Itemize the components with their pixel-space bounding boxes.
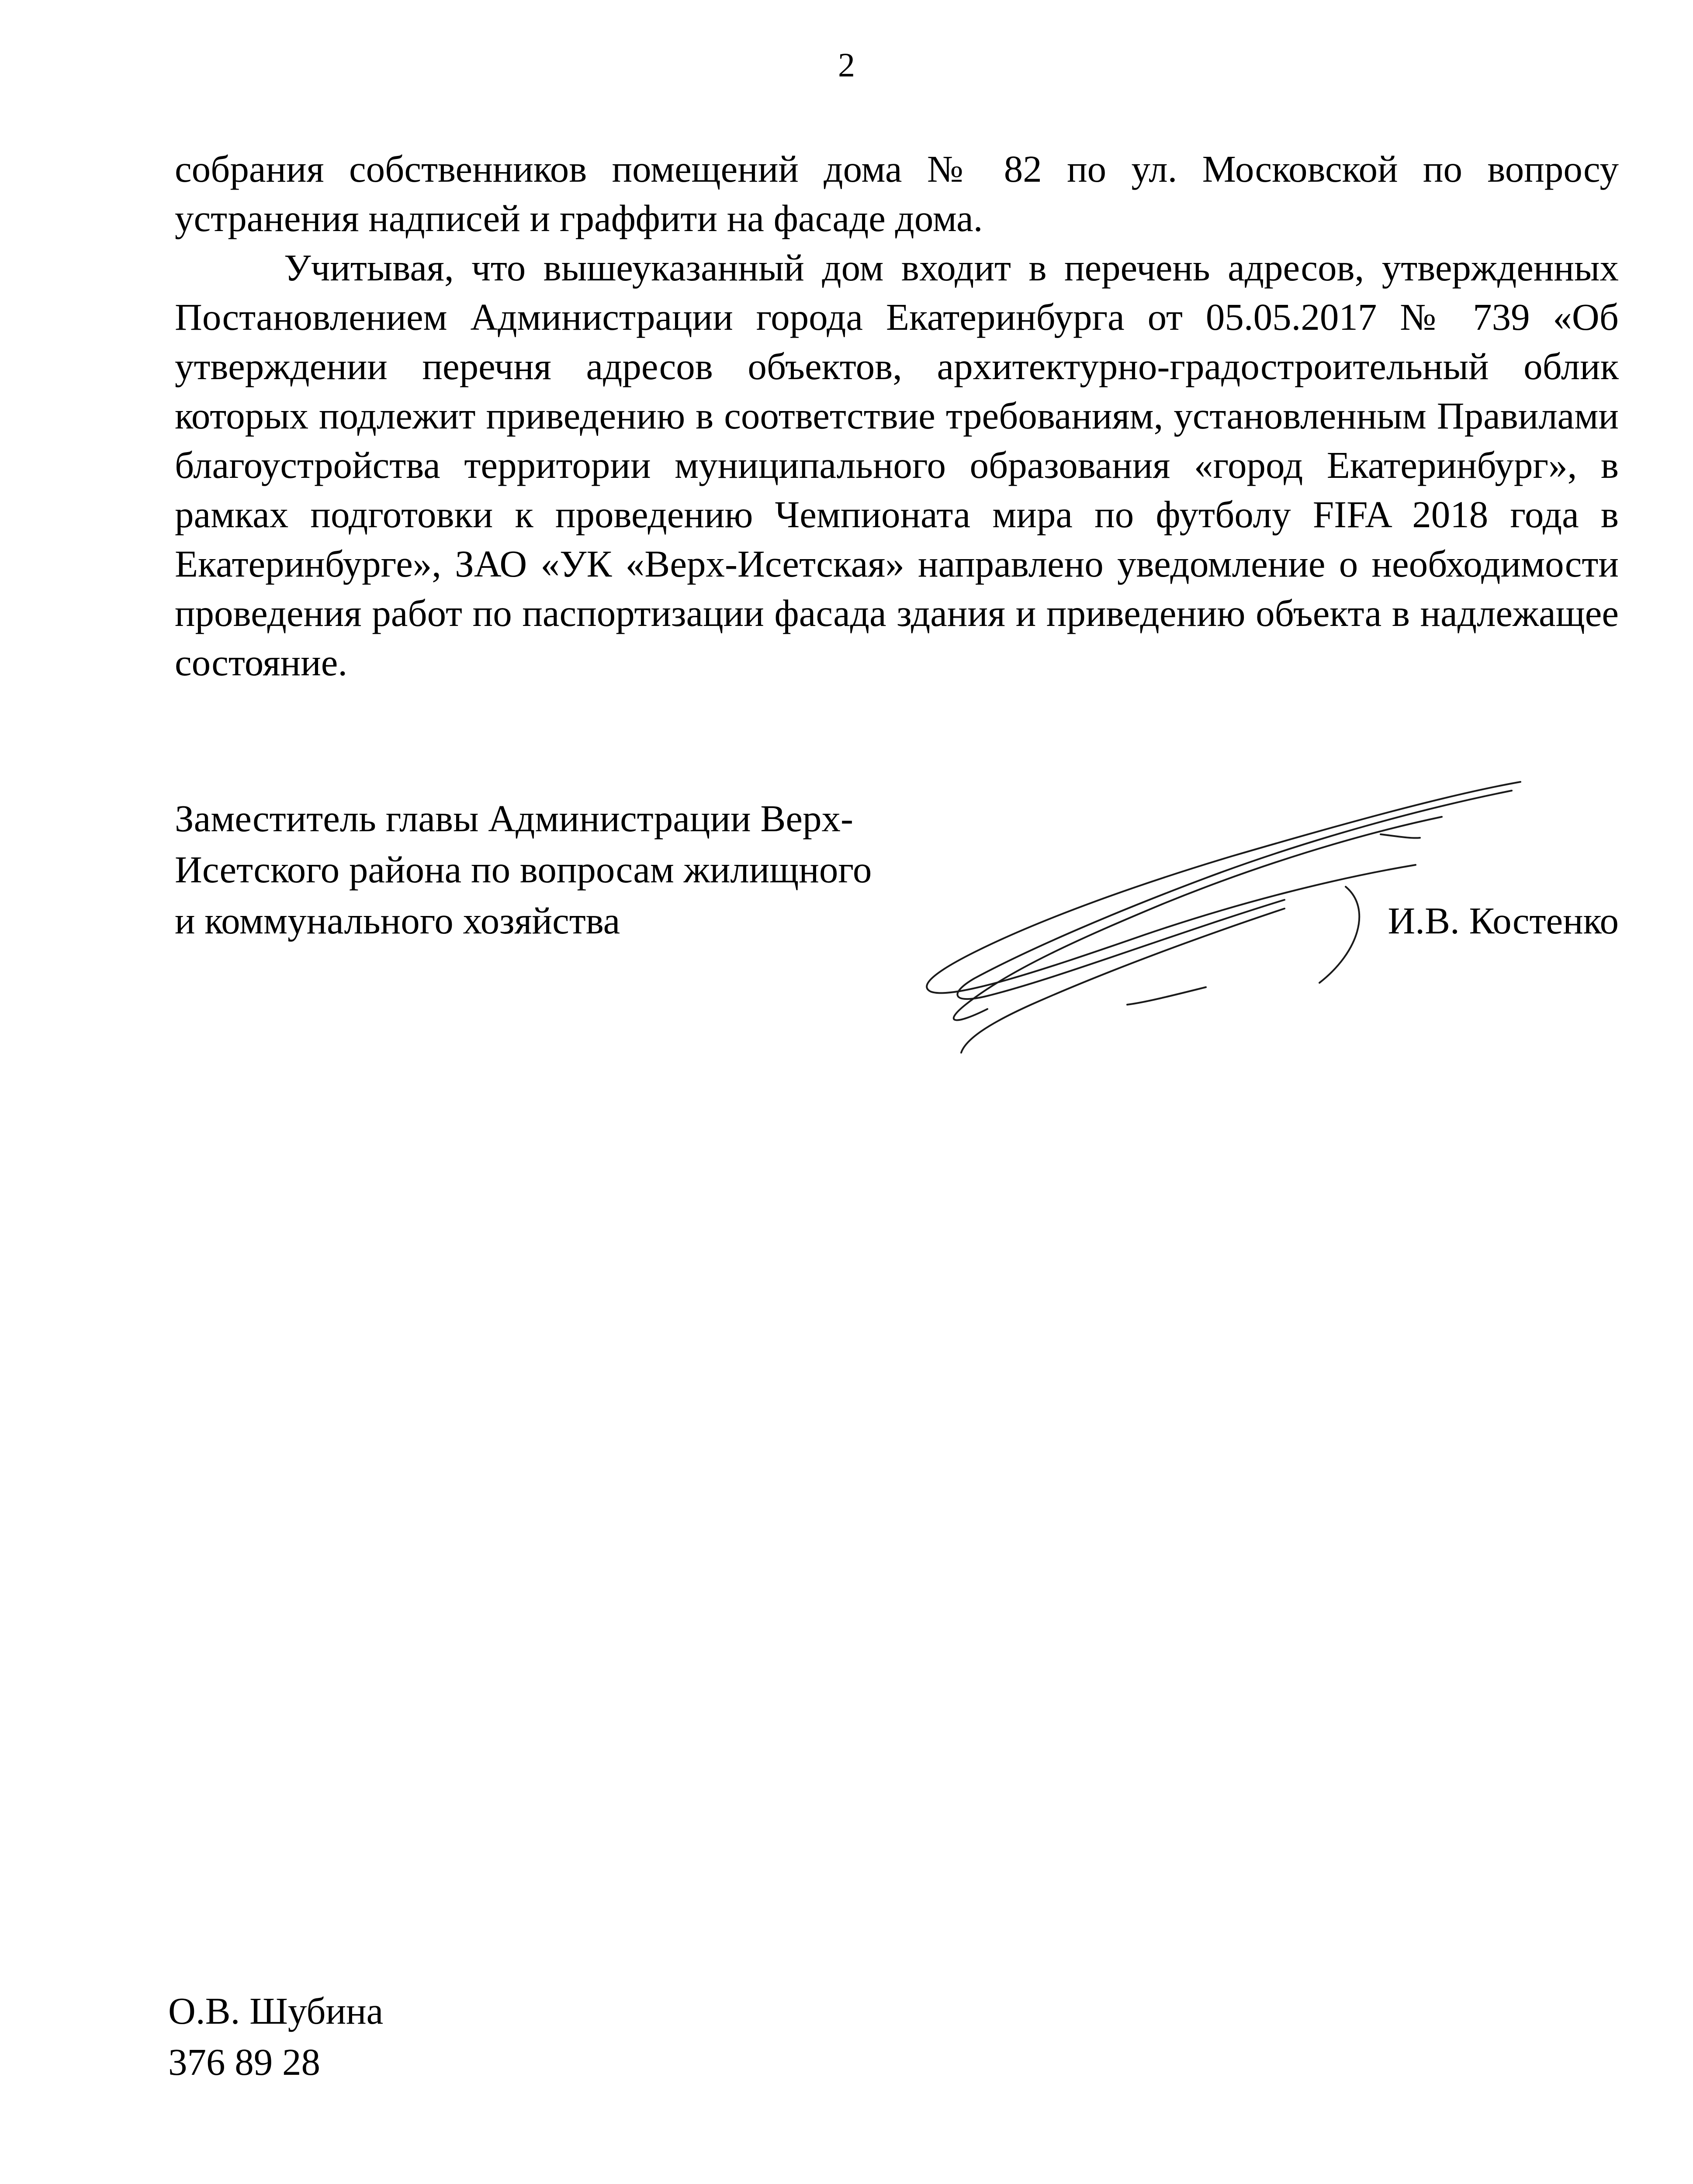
signatory-name: И.В. Костенко	[1388, 899, 1619, 942]
paragraph-continuation: собрания собственников помещений дома № 82 по ул. Московской по вопросу устранения надписей и граффити на фасаде дома.	[175, 148, 1619, 239]
executor-name: О.В. Шубина	[168, 1990, 384, 2032]
paragraph-main: Учитывая, что вышеуказанный дом входит в перечень адресов, утвержденных Постановлением Администрации города Екатеринбурга от 05.05.2017 № 739 «Об утверждении перечня адресов объектов, архитектурно-градостроительный облик которых подлежит приведению в соответствие требованиям, установленным Правилами благоустройства территории муниципального образования «город Екатеринбург», в рамках подготовки к проведению Чемпионата мира по футболу FIFA 2018 года в Екатеринбурге», ЗАО «УК «Верх-Исетская» направлено уведомление о необходимости проведения работ по паспортизации фасада здания и приведению объекта в надлежащее состояние.	[175, 246, 1619, 684]
position-line: Исетского района по вопросам жилищного	[175, 848, 872, 891]
executor-phone: 376 89 28	[168, 2041, 320, 2083]
letter-body	[175, 144, 1619, 687]
executor-info	[168, 1985, 383, 2087]
signatory-position	[175, 793, 944, 946]
position-line: Заместитель главы Администрации Верх-	[175, 797, 853, 840]
page-number: 2	[838, 46, 855, 84]
position-line: и коммунального хозяйства	[175, 899, 620, 942]
